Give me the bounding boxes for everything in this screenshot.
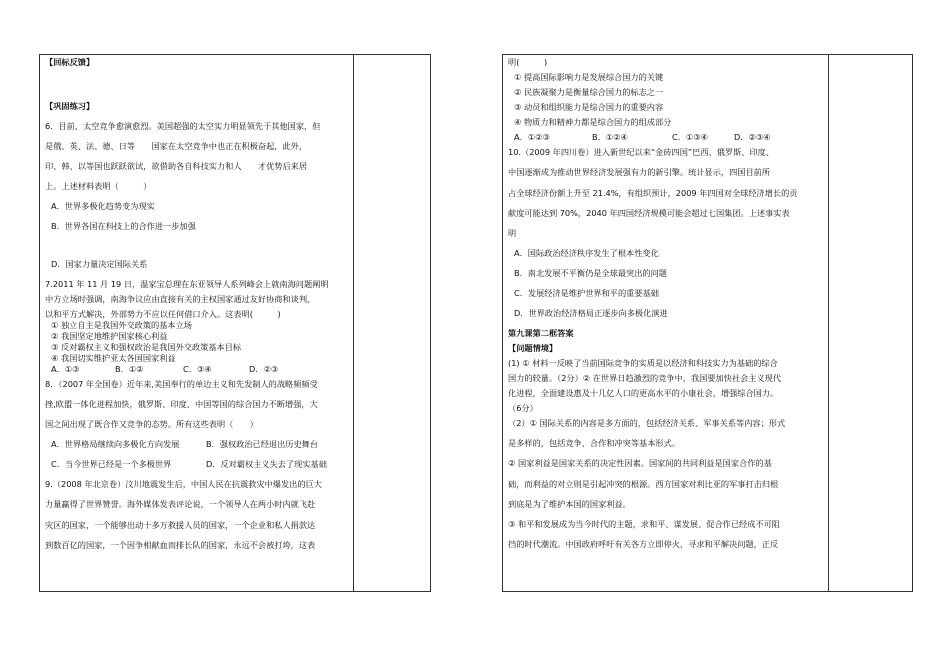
right-content [508,57,826,550]
q9-options [508,132,826,143]
answer-line: ② 国家利益是国家关系的决定性因素。国家间的共同利益是国家合作的基 [508,458,772,469]
q9-line: 力量赢得了世界赞誉。海外媒体发表评论说，一个领导人在两小时内就飞赴 [45,499,316,510]
q7-options [45,364,350,375]
q6-option-b: B．世界各国在科技上的合作进一步加强 [51,221,196,232]
q10-line: 10.（2009 年四川卷）进入新世纪以来“金砖四国”巴西、俄罗斯、印度、 [508,147,775,158]
answer-heading: 第九课第二框答案 [508,327,574,338]
q10-line: 占全球经济份额上升至 21.4%，有组织预计，2009 年四国对全球经济增长的贡 [508,187,798,198]
q8-line: 8．（2007 年全国卷）近年来,美国奉行的单边主义和先发制人的战略频频受 [45,379,318,390]
q7-item-4: ④ 我国切实维护亚太各国国家利益 [51,352,176,363]
q6-option-d: D．国家力量决定国际关系 [51,258,148,269]
q8-option-b: B．强权政治已经退出历史舞台 [206,439,319,450]
q8-line: 国之间出现了既合作又竞争的态势。所有这些表明（ ） [45,419,258,430]
q9-line: 到数百亿的国家，一个因争相献血而排长队的国家，永远不会被打垮，这表 [45,539,316,550]
left-content [45,57,350,551]
q8-option-c: C．当今世界已经是一个多极世界 [51,459,172,470]
answer-line: 化进程，全面建设惠及十几亿人口的更高水平的小康社会，增强综合国力。 [508,388,779,399]
q8-line: 挫,欧盟一体化进程加快，俄罗斯、印度、中国等国的综合国力不断增强，大 [45,399,318,410]
q10-line: 献度可能达到 70%，2040 年四国经济规模可能会超过七国集团。上述事实表 [508,207,790,218]
answer-line: （6分） [508,403,538,414]
heading-feedback: 【回标反馈】 [45,57,95,67]
q7-option-c: C．③④ [183,364,212,374]
answer-line: 础，而利益的对立则是引起冲突的根源。西方国家对利比亚的军事打击归根 [508,478,779,489]
q7-line: 7.2011 年 11 月 19 日，温家宝总理在东亚领导人系列峰会上就南海问题阐明 [45,278,329,289]
q6-line: 印、韩、以等国也跃跃欲试，欲借助各自科技实力和人 才优势后来居 [45,161,308,172]
q9-line: 灾区的国家，一个能够出动十多万救援人员的国家，一个企业和私人捐款达 [45,519,316,530]
q6-line: 上。上述材料表明（ ） [45,181,152,192]
left-margin-divider [353,55,354,591]
q9-option-b: B．①②④ [592,132,628,143]
q10-option-d: D．世界政治经济格局正逐步向多极化演进 [514,307,668,318]
answer-line: 挡的时代潮流。中国政府呼吁有关各方立即停火，寻求和平解决问题，正反 [508,538,779,549]
q7-line: 中方立场时强调，南海争议应由直接有关的主权国家通过友好协商和谈判， [45,293,316,304]
q9-line: 9.（2008 年北京卷）汶川地震发生后，中国人民在抗震救灾中爆发出的巨大 [45,479,322,490]
q7-item-2: ② 我国坚定地维护国家核心利益 [51,330,168,341]
q9-option-c: C．①③④ [672,132,708,143]
answer-line: 到底是为了维护本国的国家利益。 [508,498,631,509]
answer-line: ③ 和平和发展成为当今时代的主题，求和平、谋发展、促合作已经成不可阻 [508,518,780,529]
q7-item-1: ① 独立自主是我国外交政策的基本立场 [51,319,192,330]
q7-option-a: A．①③ [51,364,80,374]
q9-item-3: ③ 动员和组织能力是综合国力的重要内容 [514,102,664,113]
q9-line: 明( ) [508,57,548,67]
q6-line: 6．目前，太空竞争愈演愈烈。美国超强的太空实力明显领先于其他国家，但 [45,121,321,132]
answer-line: （2）① 国际关系的内容是多方面的，包括经济关系、军事关系等内容；形式 [508,418,786,429]
answer-line: 是多样的，包括竞争、合作和冲突等基本形式。 [508,438,680,449]
q8-options-row1 [45,439,350,450]
q9-option-d: D．②③④ [734,132,771,143]
q7-item-3: ③ 反对霸权主义和强权政治是我国外交政策基本目标 [51,341,242,352]
q9-item-4: ④ 物质力和精神力都是综合国力的组成部分 [514,117,672,128]
q7-line: 以和平方式解决，外部势力不应以任何借口介入。这表明( ) [45,308,281,319]
answer-line: (1) ① 材料一反映了当前国际竞争的实质是以经济和科技实力为基础的综合 [508,358,778,369]
q9-option-a: A．①②③ [514,132,550,143]
q6-line: 是俄、英、法、德、日等 国家在太空竞争中也正在积极奋起，此外， [45,141,308,152]
q7-option-d: D．②③ [249,364,279,374]
q8-option-a: A．世界格局继续向多极化方向发展 [51,439,180,450]
right-margin-divider [828,55,829,591]
q8-options-row2 [45,459,350,470]
q9-item-1: ① 提高国际影响力是发展综合国力的关键 [514,72,664,83]
q7-option-b: B．①② [115,364,144,374]
q10-line: 中国逐渐成为推动世界经济发展强有力的新引擎。统计显示，四国目前所 [508,167,771,178]
q10-option-c: C．发展经济是维护世界和平的重要基础 [514,287,659,298]
answer-line: 国力的较量。（2分）② 在世界日趋激烈的竞争中，我国要加快社会主义现代 [508,373,782,384]
q8-option-d: D．反对霸权主义失去了现实基础 [206,459,327,470]
q10-line: 明 [508,227,517,238]
q9-item-2: ② 民族凝聚力是衡量综合国力的标志之一 [514,87,664,98]
heading-practice: 【巩固练习】 [45,101,95,112]
q6-option-a: A．世界多极化趋势变为现实 [51,201,155,212]
q10-option-b: B．南北发展不平衡仍是全球最突出的问题 [514,267,667,278]
problem-context-heading: 【问题情境】 [508,343,558,353]
q10-option-a: A．国际政治经济秩序发生了根本性变化 [514,247,659,258]
